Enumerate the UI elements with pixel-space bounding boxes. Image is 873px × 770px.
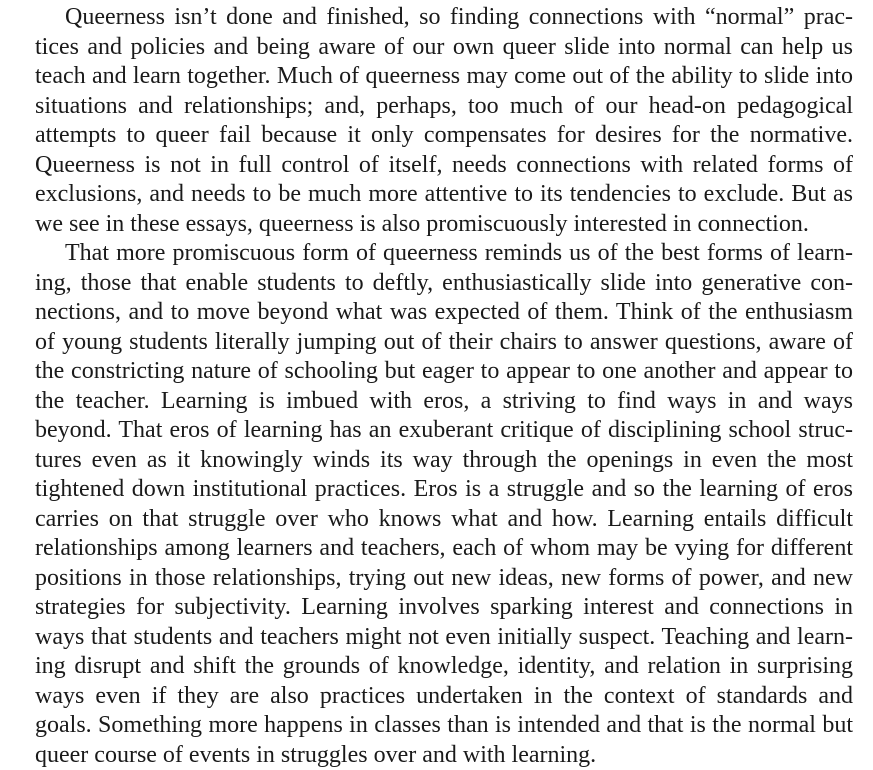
paragraph xyxy=(35,3,853,239)
text-line: carries on that struggle over who knows what and how. Learning entails difficult xyxy=(35,505,853,535)
text-line: ing disrupt and shift the grounds of knowledge, identity, and relation in surprising xyxy=(35,652,853,682)
text-line: teach and learn together. Much of queerness may come out of the ability to slide into xyxy=(35,62,853,92)
text-line: attempts to queer fail because it only compensates for desires for the normative. xyxy=(35,121,853,151)
text-line: we see in these essays, queerness is also promiscuously interested in connection. xyxy=(35,210,853,240)
text-line: the constricting nature of schooling but eager to appear to one another and appear to xyxy=(35,357,853,387)
text-line: That more promiscuous form of queerness reminds us of the best forms of learn- xyxy=(35,239,853,269)
text-line: tightened down institutional practices. Eros is a struggle and so the learning of eros xyxy=(35,475,853,505)
text-line: relationships among learners and teachers, each of whom may be vying for different xyxy=(35,534,853,564)
text-line: the teacher. Learning is imbued with eros, a striving to find ways in and ways xyxy=(35,387,853,417)
text-line: of young students literally jumping out of their chairs to answer questions, aware of xyxy=(35,328,853,358)
text-line: goals. Something more happens in classes than is intended and that is the normal but xyxy=(35,711,853,741)
text-line: ways that students and teachers might not even initially suspect. Teaching and learn- xyxy=(35,623,853,653)
text-line: beyond. That eros of learning has an exuberant critique of disciplining school struc- xyxy=(35,416,853,446)
text-line: Queerness is not in full control of itself, needs connections with related forms of xyxy=(35,151,853,181)
text-line: strategies for subjectivity. Learning involves sparking interest and connections in xyxy=(35,593,853,623)
paragraph xyxy=(35,239,853,770)
text-line: exclusions, and needs to be much more attentive to its tendencies to exclude. But as xyxy=(35,180,853,210)
text-line: queer course of events in struggles over and with learning. xyxy=(35,741,853,770)
text-line: Queerness isn’t done and finished, so finding connections with “normal” prac- xyxy=(35,3,853,33)
text-line: tices and policies and being aware of our own queer slide into normal can help us xyxy=(35,33,853,63)
text-line: tures even as it knowingly winds its way through the openings in even the most xyxy=(35,446,853,476)
text-line: nections, and to move beyond what was expected of them. Think of the enthusiasm xyxy=(35,298,853,328)
text-line: positions in those relationships, trying out new ideas, new forms of power, and new xyxy=(35,564,853,594)
text-line: ing, those that enable students to deftly, enthusiastically slide into generative con- xyxy=(35,269,853,299)
text-line: situations and relationships; and, perhaps, too much of our head-on pedagogical xyxy=(35,92,853,122)
text-line: ways even if they are also practices undertaken in the context of standards and xyxy=(35,682,853,712)
